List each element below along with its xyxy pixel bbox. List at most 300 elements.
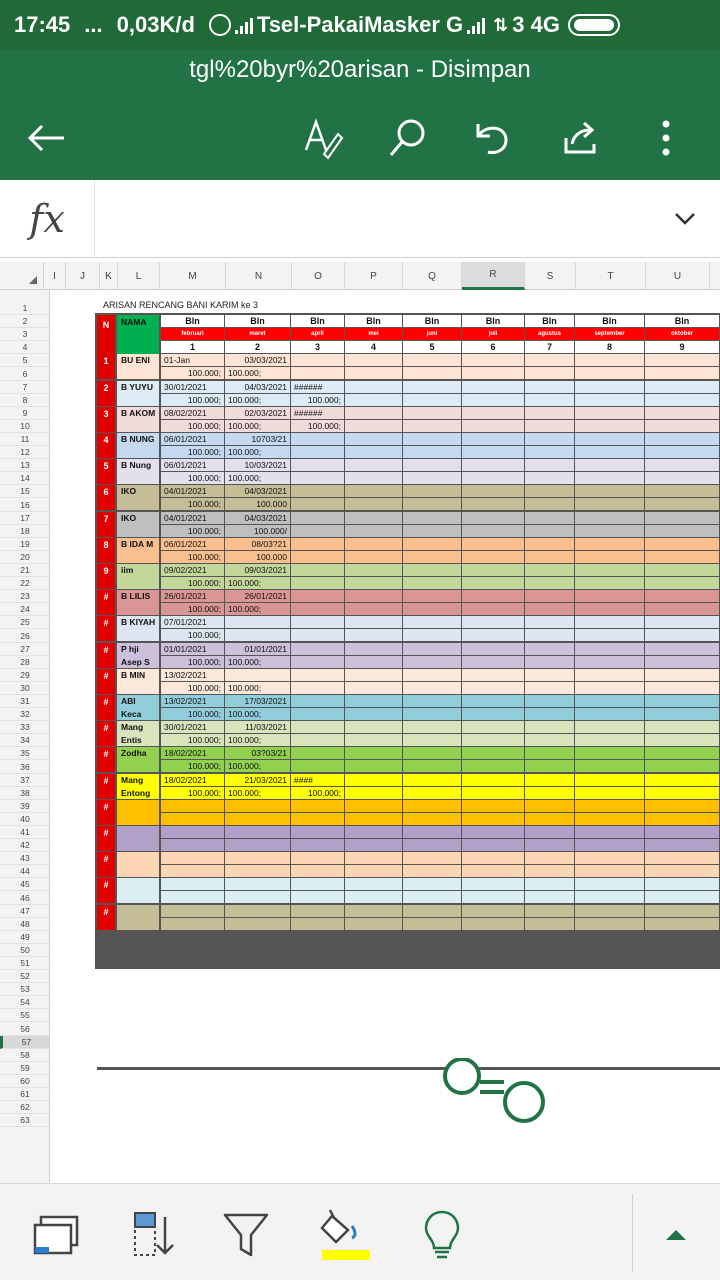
date-cell[interactable] bbox=[575, 721, 644, 733]
date-cell[interactable] bbox=[525, 695, 574, 707]
amount-cell[interactable]: 100.000; bbox=[161, 656, 224, 668]
date-cell[interactable] bbox=[225, 616, 290, 628]
amount-cell[interactable] bbox=[462, 394, 524, 406]
column-header-o[interactable]: O bbox=[292, 262, 345, 290]
date-cell[interactable] bbox=[403, 852, 461, 864]
amount-cell[interactable]: 100.000; bbox=[161, 525, 224, 537]
amount-cell[interactable] bbox=[575, 525, 644, 537]
amount-cell[interactable] bbox=[525, 813, 574, 825]
amount-cell[interactable] bbox=[345, 813, 402, 825]
member-number[interactable]: # bbox=[97, 905, 115, 930]
amount-cell[interactable] bbox=[161, 891, 224, 903]
amount-cell[interactable] bbox=[462, 813, 524, 825]
row-header[interactable]: 52 bbox=[0, 970, 50, 983]
sort-button[interactable] bbox=[120, 1202, 184, 1266]
date-cell[interactable] bbox=[291, 747, 344, 759]
date-cell[interactable]: ###### bbox=[291, 381, 344, 393]
row-header[interactable]: 54 bbox=[0, 996, 50, 1009]
date-cell[interactable] bbox=[575, 669, 644, 681]
amount-cell[interactable]: 100.000/ bbox=[225, 525, 290, 537]
amount-cell[interactable]: 100.000; bbox=[291, 420, 344, 432]
amount-cell[interactable] bbox=[462, 839, 524, 851]
date-cell[interactable]: 02/03/2021 bbox=[225, 407, 290, 419]
date-cell[interactable] bbox=[525, 747, 574, 759]
date-cell[interactable] bbox=[291, 905, 344, 917]
date-cell[interactable] bbox=[462, 354, 524, 366]
amount-cell[interactable] bbox=[575, 839, 644, 851]
row-header[interactable]: 61 bbox=[0, 1088, 50, 1101]
date-cell[interactable] bbox=[462, 721, 524, 733]
date-cell[interactable] bbox=[575, 826, 644, 838]
amount-cell[interactable] bbox=[345, 918, 402, 930]
row-header[interactable]: 50 bbox=[0, 944, 50, 957]
amount-cell[interactable] bbox=[525, 891, 574, 903]
member-name[interactable] bbox=[117, 774, 159, 799]
amount-cell[interactable] bbox=[345, 682, 402, 694]
date-cell[interactable] bbox=[575, 878, 644, 890]
header-bln[interactable]: Bln bbox=[225, 315, 290, 327]
date-cell[interactable] bbox=[525, 721, 574, 733]
amount-cell[interactable] bbox=[403, 891, 461, 903]
date-cell[interactable] bbox=[645, 512, 719, 524]
member-number[interactable]: # bbox=[97, 774, 115, 799]
date-cell[interactable] bbox=[345, 774, 402, 786]
amount-cell[interactable] bbox=[345, 525, 402, 537]
amount-cell[interactable] bbox=[403, 472, 461, 484]
date-cell[interactable] bbox=[345, 616, 402, 628]
member-name[interactable] bbox=[117, 433, 159, 458]
amount-cell[interactable] bbox=[525, 498, 574, 510]
member-name[interactable] bbox=[117, 485, 159, 510]
date-cell[interactable] bbox=[345, 590, 402, 602]
amount-cell[interactable] bbox=[645, 734, 719, 746]
member-name[interactable] bbox=[117, 747, 159, 772]
amount-cell[interactable] bbox=[462, 446, 524, 458]
date-cell[interactable] bbox=[403, 485, 461, 497]
amount-cell[interactable]: 100.000; bbox=[161, 367, 224, 379]
row-header[interactable]: 59 bbox=[0, 1062, 50, 1075]
date-cell[interactable] bbox=[645, 538, 719, 550]
date-cell[interactable] bbox=[462, 538, 524, 550]
date-cell[interactable] bbox=[645, 905, 719, 917]
amount-cell[interactable]: 100.000; bbox=[161, 787, 224, 799]
amount-cell[interactable] bbox=[225, 865, 290, 877]
date-cell[interactable] bbox=[345, 878, 402, 890]
select-all-corner[interactable] bbox=[0, 262, 44, 290]
amount-cell[interactable] bbox=[462, 577, 524, 589]
date-cell[interactable] bbox=[403, 354, 461, 366]
row-header[interactable]: 34 bbox=[0, 734, 50, 747]
date-cell[interactable] bbox=[161, 878, 224, 890]
date-cell[interactable] bbox=[345, 669, 402, 681]
amount-cell[interactable]: 100.000; bbox=[291, 394, 344, 406]
date-cell[interactable] bbox=[462, 800, 524, 812]
date-cell[interactable] bbox=[525, 564, 574, 576]
amount-cell[interactable] bbox=[645, 865, 719, 877]
date-cell[interactable] bbox=[575, 800, 644, 812]
search-button[interactable] bbox=[378, 108, 438, 168]
amount-cell[interactable] bbox=[462, 656, 524, 668]
date-cell[interactable]: 09/02/2021 bbox=[161, 564, 224, 576]
date-cell[interactable] bbox=[462, 643, 524, 655]
amount-cell[interactable] bbox=[291, 682, 344, 694]
row-header[interactable]: 32 bbox=[0, 708, 50, 721]
amount-cell[interactable] bbox=[291, 760, 344, 772]
member-number[interactable]: # bbox=[97, 826, 115, 851]
date-cell[interactable] bbox=[291, 695, 344, 707]
date-cell[interactable] bbox=[462, 485, 524, 497]
amount-cell[interactable]: 100.000; bbox=[161, 629, 224, 641]
date-cell[interactable] bbox=[225, 905, 290, 917]
date-cell[interactable] bbox=[462, 564, 524, 576]
expand-formula-button[interactable] bbox=[670, 204, 700, 234]
date-cell[interactable] bbox=[575, 747, 644, 759]
date-cell[interactable] bbox=[525, 433, 574, 445]
amount-cell[interactable] bbox=[462, 734, 524, 746]
date-cell[interactable] bbox=[525, 407, 574, 419]
date-cell[interactable] bbox=[403, 774, 461, 786]
amount-cell[interactable]: 100.000; bbox=[161, 760, 224, 772]
date-cell[interactable] bbox=[645, 721, 719, 733]
date-cell[interactable] bbox=[225, 852, 290, 864]
amount-cell[interactable] bbox=[161, 865, 224, 877]
amount-cell[interactable] bbox=[575, 734, 644, 746]
row-header[interactable]: 48 bbox=[0, 918, 50, 931]
amount-cell[interactable] bbox=[645, 367, 719, 379]
date-cell[interactable] bbox=[575, 538, 644, 550]
date-cell[interactable] bbox=[575, 381, 644, 393]
amount-cell[interactable] bbox=[403, 367, 461, 379]
amount-cell[interactable] bbox=[225, 839, 290, 851]
amount-cell[interactable]: 100.000; bbox=[225, 760, 290, 772]
amount-cell[interactable] bbox=[462, 525, 524, 537]
date-cell[interactable]: 10703/21 bbox=[225, 433, 290, 445]
date-cell[interactable] bbox=[575, 433, 644, 445]
member-number[interactable]: 2 bbox=[97, 381, 115, 406]
date-cell[interactable]: 30/01/2021 bbox=[161, 381, 224, 393]
date-cell[interactable] bbox=[345, 800, 402, 812]
amount-cell[interactable] bbox=[291, 603, 344, 615]
member-name[interactable] bbox=[117, 354, 159, 379]
date-cell[interactable] bbox=[291, 800, 344, 812]
member-name[interactable] bbox=[117, 407, 159, 432]
amount-cell[interactable] bbox=[575, 760, 644, 772]
amount-cell[interactable] bbox=[345, 760, 402, 772]
amount-cell[interactable] bbox=[403, 708, 461, 720]
amount-cell[interactable] bbox=[345, 446, 402, 458]
header-bln[interactable]: Bln bbox=[291, 315, 344, 327]
row-header[interactable]: 22 bbox=[0, 577, 50, 590]
amount-cell[interactable] bbox=[525, 367, 574, 379]
member-name[interactable] bbox=[117, 590, 159, 615]
date-cell[interactable] bbox=[525, 800, 574, 812]
amount-cell[interactable] bbox=[291, 839, 344, 851]
date-cell[interactable]: 30/01/2021 bbox=[161, 721, 224, 733]
date-cell[interactable] bbox=[645, 459, 719, 471]
amount-cell[interactable] bbox=[525, 420, 574, 432]
header-month[interactable]: september bbox=[575, 328, 644, 340]
date-cell[interactable] bbox=[345, 747, 402, 759]
amount-cell[interactable] bbox=[525, 525, 574, 537]
date-cell[interactable] bbox=[345, 381, 402, 393]
date-cell[interactable] bbox=[575, 590, 644, 602]
amount-cell[interactable] bbox=[462, 420, 524, 432]
more-options-button[interactable] bbox=[636, 108, 696, 168]
header-bln[interactable]: Bln bbox=[403, 315, 461, 327]
date-cell[interactable] bbox=[403, 878, 461, 890]
amount-cell[interactable] bbox=[345, 551, 402, 563]
amount-cell[interactable] bbox=[403, 865, 461, 877]
amount-cell[interactable] bbox=[345, 629, 402, 641]
date-cell[interactable] bbox=[403, 616, 461, 628]
amount-cell[interactable] bbox=[345, 891, 402, 903]
date-cell[interactable] bbox=[525, 878, 574, 890]
header-month-number[interactable]: 3 bbox=[291, 341, 344, 353]
row-header[interactable]: 62 bbox=[0, 1101, 50, 1114]
row-header[interactable]: 17 bbox=[0, 512, 50, 525]
amount-cell[interactable] bbox=[345, 708, 402, 720]
date-cell[interactable] bbox=[645, 852, 719, 864]
header-month-number[interactable]: 1 bbox=[161, 341, 224, 353]
row-header[interactable]: 14 bbox=[0, 472, 50, 485]
row-header[interactable]: 35 bbox=[0, 747, 50, 760]
amount-cell[interactable] bbox=[525, 603, 574, 615]
amount-cell[interactable] bbox=[575, 551, 644, 563]
amount-cell[interactable] bbox=[645, 656, 719, 668]
amount-cell[interactable] bbox=[161, 918, 224, 930]
amount-cell[interactable] bbox=[291, 656, 344, 668]
member-name[interactable] bbox=[117, 616, 159, 641]
date-cell[interactable] bbox=[225, 669, 290, 681]
amount-cell[interactable] bbox=[525, 865, 574, 877]
filter-button[interactable] bbox=[214, 1202, 278, 1266]
row-header[interactable]: 29 bbox=[0, 669, 50, 682]
row-header[interactable]: 21 bbox=[0, 564, 50, 577]
amount-cell[interactable] bbox=[225, 891, 290, 903]
amount-cell[interactable] bbox=[403, 577, 461, 589]
row-header[interactable]: 25 bbox=[0, 616, 50, 629]
date-cell[interactable] bbox=[525, 459, 574, 471]
amount-cell[interactable]: 100.000; bbox=[161, 420, 224, 432]
date-cell[interactable] bbox=[525, 643, 574, 655]
date-cell[interactable] bbox=[462, 878, 524, 890]
amount-cell[interactable] bbox=[462, 472, 524, 484]
amount-cell[interactable] bbox=[403, 498, 461, 510]
amount-cell[interactable]: 100.000; bbox=[161, 577, 224, 589]
amount-cell[interactable] bbox=[462, 918, 524, 930]
date-cell[interactable] bbox=[225, 878, 290, 890]
date-cell[interactable]: 26/01/2021 bbox=[161, 590, 224, 602]
amount-cell[interactable] bbox=[225, 629, 290, 641]
row-header[interactable]: 24 bbox=[0, 603, 50, 616]
date-cell[interactable] bbox=[462, 826, 524, 838]
date-cell[interactable] bbox=[575, 616, 644, 628]
date-cell[interactable] bbox=[403, 643, 461, 655]
member-number[interactable]: # bbox=[97, 590, 115, 615]
date-cell[interactable] bbox=[345, 643, 402, 655]
amount-cell[interactable] bbox=[291, 367, 344, 379]
amount-cell[interactable] bbox=[225, 918, 290, 930]
member-name[interactable] bbox=[117, 538, 159, 563]
date-cell[interactable] bbox=[345, 852, 402, 864]
date-cell[interactable] bbox=[291, 485, 344, 497]
date-cell[interactable] bbox=[345, 538, 402, 550]
header-month[interactable]: juni bbox=[403, 328, 461, 340]
date-cell[interactable] bbox=[525, 485, 574, 497]
amount-cell[interactable] bbox=[403, 525, 461, 537]
date-cell[interactable] bbox=[525, 616, 574, 628]
amount-cell[interactable] bbox=[345, 367, 402, 379]
amount-cell[interactable] bbox=[645, 708, 719, 720]
date-cell[interactable] bbox=[403, 905, 461, 917]
amount-cell[interactable] bbox=[291, 708, 344, 720]
column-header-q[interactable]: Q bbox=[403, 262, 462, 290]
row-header[interactable]: 58 bbox=[0, 1049, 50, 1062]
date-cell[interactable] bbox=[403, 721, 461, 733]
amount-cell[interactable] bbox=[225, 813, 290, 825]
date-cell[interactable] bbox=[462, 616, 524, 628]
date-cell[interactable] bbox=[225, 800, 290, 812]
date-cell[interactable] bbox=[645, 381, 719, 393]
header-month[interactable]: april bbox=[291, 328, 344, 340]
amount-cell[interactable] bbox=[403, 551, 461, 563]
amount-cell[interactable] bbox=[575, 472, 644, 484]
header-month-number[interactable]: 7 bbox=[525, 341, 574, 353]
date-cell[interactable] bbox=[291, 512, 344, 524]
formula-input[interactable] bbox=[100, 180, 640, 258]
member-number[interactable]: # bbox=[97, 616, 115, 641]
row-header[interactable]: 46 bbox=[0, 892, 50, 905]
row-header[interactable]: 57 bbox=[0, 1036, 50, 1049]
member-name[interactable] bbox=[117, 512, 159, 537]
date-cell[interactable]: 18/02/2021 bbox=[161, 774, 224, 786]
amount-cell[interactable] bbox=[645, 682, 719, 694]
date-cell[interactable] bbox=[345, 354, 402, 366]
amount-cell[interactable] bbox=[345, 734, 402, 746]
date-cell[interactable] bbox=[462, 381, 524, 393]
date-cell[interactable] bbox=[462, 669, 524, 681]
header-bln[interactable]: Bln bbox=[645, 315, 719, 327]
date-cell[interactable] bbox=[345, 433, 402, 445]
amount-cell[interactable] bbox=[575, 603, 644, 615]
amount-cell[interactable] bbox=[345, 603, 402, 615]
amount-cell[interactable] bbox=[575, 577, 644, 589]
amount-cell[interactable] bbox=[291, 577, 344, 589]
member-name[interactable] bbox=[117, 643, 159, 668]
member-name[interactable] bbox=[117, 695, 159, 720]
amount-cell[interactable] bbox=[403, 394, 461, 406]
amount-cell[interactable] bbox=[575, 865, 644, 877]
amount-cell[interactable] bbox=[403, 787, 461, 799]
amount-cell[interactable] bbox=[403, 603, 461, 615]
column-header-t[interactable]: T bbox=[576, 262, 646, 290]
date-cell[interactable] bbox=[291, 643, 344, 655]
row-header[interactable]: 51 bbox=[0, 957, 50, 970]
date-cell[interactable] bbox=[161, 852, 224, 864]
date-cell[interactable] bbox=[525, 669, 574, 681]
header-bln[interactable]: Bln bbox=[575, 315, 644, 327]
row-header[interactable]: 43 bbox=[0, 852, 50, 865]
member-number[interactable]: 7 bbox=[97, 512, 115, 537]
row-header[interactable]: 8 bbox=[0, 394, 50, 407]
row-header[interactable]: 30 bbox=[0, 682, 50, 695]
member-number[interactable]: # bbox=[97, 721, 115, 746]
amount-cell[interactable] bbox=[525, 629, 574, 641]
amount-cell[interactable] bbox=[645, 787, 719, 799]
amount-cell[interactable] bbox=[575, 629, 644, 641]
amount-cell[interactable] bbox=[345, 498, 402, 510]
date-cell[interactable]: 01/01/2021 bbox=[161, 643, 224, 655]
amount-cell[interactable] bbox=[645, 394, 719, 406]
date-cell[interactable] bbox=[462, 512, 524, 524]
back-button[interactable] bbox=[16, 108, 76, 168]
amount-cell[interactable] bbox=[291, 734, 344, 746]
row-header[interactable]: 27 bbox=[0, 643, 50, 656]
column-header-s[interactable]: S bbox=[525, 262, 576, 290]
date-cell[interactable] bbox=[645, 643, 719, 655]
row-header[interactable]: 56 bbox=[0, 1023, 50, 1036]
amount-cell[interactable] bbox=[645, 918, 719, 930]
date-cell[interactable]: 08/02/2021 bbox=[161, 407, 224, 419]
amount-cell[interactable] bbox=[462, 682, 524, 694]
row-header[interactable]: 26 bbox=[0, 630, 50, 643]
amount-cell[interactable] bbox=[403, 839, 461, 851]
date-cell[interactable] bbox=[291, 590, 344, 602]
date-cell[interactable] bbox=[462, 905, 524, 917]
date-cell[interactable] bbox=[645, 485, 719, 497]
amount-cell[interactable] bbox=[525, 918, 574, 930]
amount-cell[interactable] bbox=[462, 760, 524, 772]
date-cell[interactable] bbox=[525, 774, 574, 786]
date-cell[interactable] bbox=[525, 852, 574, 864]
amount-cell[interactable] bbox=[161, 813, 224, 825]
member-number[interactable]: 6 bbox=[97, 485, 115, 510]
amount-cell[interactable] bbox=[345, 787, 402, 799]
amount-cell[interactable]: 100.000; bbox=[161, 603, 224, 615]
date-cell[interactable] bbox=[403, 407, 461, 419]
member-number[interactable]: # bbox=[97, 747, 115, 772]
date-cell[interactable] bbox=[575, 643, 644, 655]
row-header[interactable]: 5 bbox=[0, 354, 50, 367]
row-header[interactable]: 18 bbox=[0, 525, 50, 538]
date-cell[interactable] bbox=[645, 695, 719, 707]
header-bln[interactable]: Bln bbox=[525, 315, 574, 327]
date-cell[interactable] bbox=[462, 459, 524, 471]
amount-cell[interactable] bbox=[575, 446, 644, 458]
date-cell[interactable] bbox=[525, 826, 574, 838]
amount-cell[interactable] bbox=[575, 420, 644, 432]
date-cell[interactable] bbox=[403, 538, 461, 550]
date-cell[interactable] bbox=[525, 354, 574, 366]
amount-cell[interactable] bbox=[291, 865, 344, 877]
date-cell[interactable] bbox=[291, 616, 344, 628]
amount-cell[interactable] bbox=[645, 472, 719, 484]
date-cell[interactable]: 26/01/2021 bbox=[225, 590, 290, 602]
date-cell[interactable] bbox=[645, 564, 719, 576]
date-cell[interactable] bbox=[161, 826, 224, 838]
date-cell[interactable]: 04/03/2021 bbox=[225, 381, 290, 393]
date-cell[interactable]: 08/03?21 bbox=[225, 538, 290, 550]
amount-cell[interactable]: 100.000; bbox=[225, 446, 290, 458]
date-cell[interactable] bbox=[403, 826, 461, 838]
amount-cell[interactable] bbox=[462, 708, 524, 720]
undo-button[interactable] bbox=[462, 108, 522, 168]
row-header[interactable]: 13 bbox=[0, 459, 50, 472]
date-cell[interactable] bbox=[462, 747, 524, 759]
amount-cell[interactable]: 100.000; bbox=[161, 446, 224, 458]
amount-cell[interactable]: 100.000; bbox=[225, 787, 290, 799]
amount-cell[interactable] bbox=[291, 472, 344, 484]
